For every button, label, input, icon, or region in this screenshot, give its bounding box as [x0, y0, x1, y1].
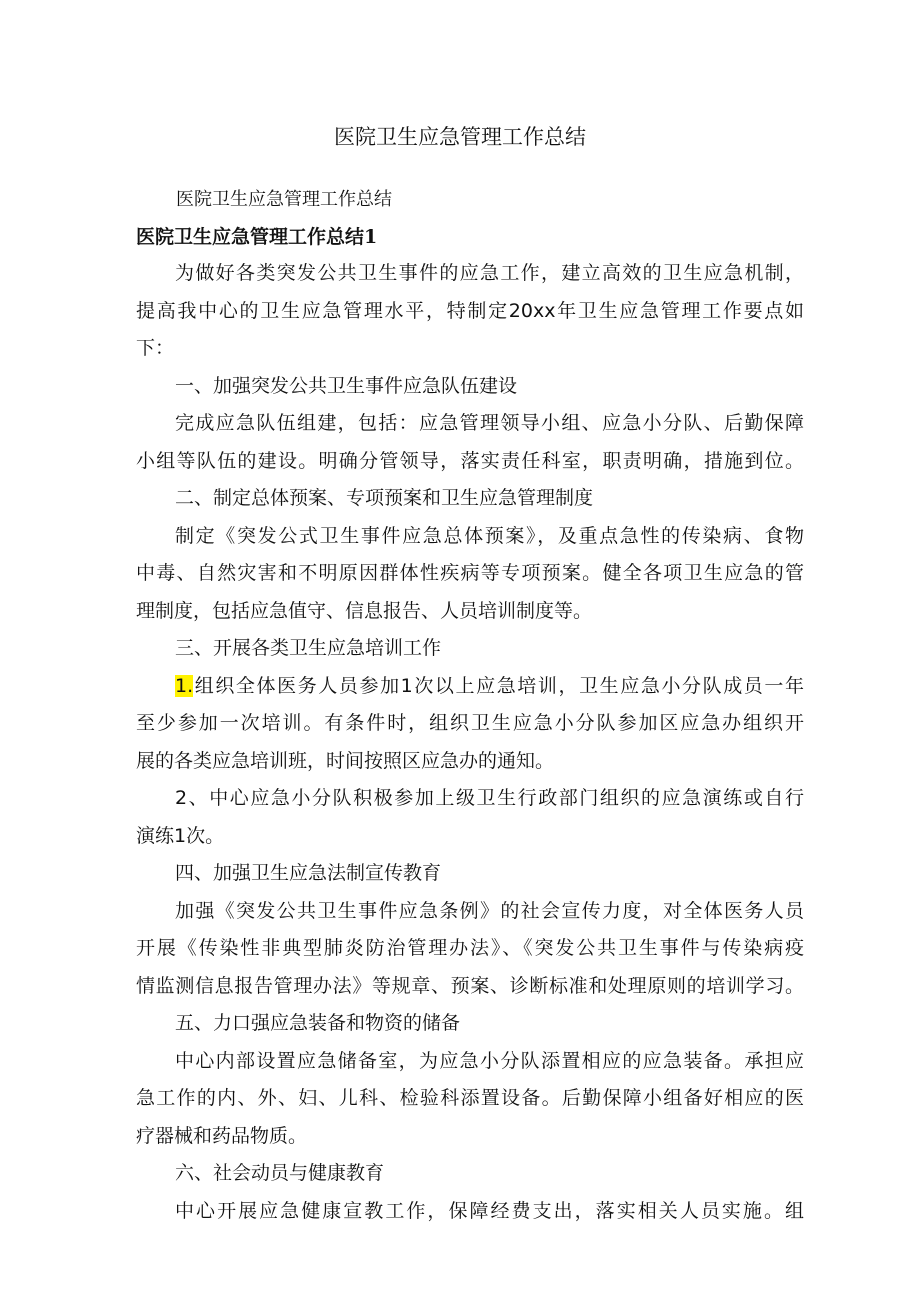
line-text: 加强《突发公共卫生事件应急条例》的社会宣传力度，对全体医务人员: [175, 899, 804, 922]
text-line: [136, 818, 804, 856]
text-line: [136, 443, 804, 481]
line-text: 展的各类应急培训班，时间按照区应急办的通知。: [136, 749, 555, 772]
line-text: 三、开展各类卫生应急培训工作: [175, 637, 442, 659]
text-line: [136, 330, 804, 368]
text-line: [136, 1043, 804, 1081]
text-line: [136, 1080, 804, 1118]
text-line: [136, 930, 804, 968]
document-subtitle: 医院卫生应急管理工作总结: [176, 189, 392, 210]
line-text: 组织全体医务人员参加1次以上应急培训，卫生应急小分队成员一年: [193, 674, 804, 697]
line-text: 疗器械和药品物质。: [136, 1124, 308, 1147]
line-text: 中心内部设置应急储备室，为应急小分队添置相应的应急装备。承担应: [175, 1049, 804, 1072]
text-line: [136, 630, 804, 668]
line-text: 演练1次。: [136, 824, 225, 847]
text-line: [136, 780, 804, 818]
line-text: 完成应急队伍组建，包括：应急管理领导小组、应急小分队、后勤保障: [175, 412, 804, 434]
text-line: [136, 480, 804, 518]
line-text: 至少参加一次培训。有条件时，组织卫生应急小分队参加区应急办组织开: [136, 712, 804, 734]
line-text: 制定《突发公式卫生事件应急总体预案》，及重点急性的传染病、食物: [175, 524, 804, 547]
section-heading: 医院卫生应急管理工作总结1: [136, 226, 378, 248]
line-text: 五、力口强应急装备和物资的储备: [175, 1012, 461, 1034]
text-line: [136, 893, 804, 931]
text-line: [136, 255, 804, 293]
line-text: 急工作的内、外、妇、儿科、检验科添置设备。后勤保障小组备好相应的医: [136, 1087, 804, 1109]
line-text: 六、社会动员与健康教育: [175, 1162, 385, 1184]
line-text: 小组等队伍的建设。明确分管领导，落实责任科室，职责明确，措施到位。: [136, 449, 804, 472]
text-line: [136, 1005, 804, 1043]
text-line: [136, 518, 804, 556]
text-line: [136, 1118, 804, 1156]
text-line: [136, 705, 804, 743]
text-line: [136, 555, 804, 593]
body-text: [136, 255, 804, 1230]
line-text: 2、中心应急小分队积极参加上级卫生行政部门组织的应急演练或自行: [175, 787, 804, 809]
line-text: 为做好各类突发公共卫生事件的应急工作，建立高效的卫生应急机制，: [175, 262, 804, 284]
text-line: [136, 743, 804, 781]
text-line: [136, 405, 804, 443]
line-text: 提高我中心的卫生应急管理水平，特制定20xx年卫生应急管理工作要点如: [136, 299, 804, 322]
text-line: [136, 968, 804, 1006]
highlighted-text: 1.: [175, 674, 194, 697]
text-line: [136, 368, 804, 406]
line-text: 二、制定总体预案、专项预案和卫生应急管理制度: [175, 487, 594, 509]
line-text: 四、加强卫生应急法制宣传教育: [175, 862, 442, 884]
text-line: [136, 668, 804, 706]
text-line: [136, 855, 804, 893]
line-text: 中毒、自然灾害和不明原因群体性疾病等专项预案。健全各项卫生应急的管: [136, 562, 804, 584]
line-text: 理制度，包括应急值守、信息报告、人员培训制度等。: [136, 599, 593, 622]
line-text: 一、加强突发公共卫生事件应急队伍建设: [175, 374, 518, 397]
text-line: [136, 293, 804, 331]
line-text: 下：: [136, 337, 175, 359]
line-text: 中心开展应急健康宣教工作，保障经费支出，落实相关人员实施。组: [175, 1199, 804, 1222]
line-text: 开展《传染性非典型肺炎防治管理办法》、《突发公共卫生事件与传染病疫: [136, 937, 804, 959]
line-text: 情监测信息报告管理办法》等规章、预案、诊断标准和处理原则的培训学习。: [136, 974, 804, 997]
document-title: 医院卫生应急管理工作总结: [334, 125, 586, 149]
text-line: [136, 1155, 804, 1193]
text-line: [136, 593, 804, 631]
text-line: [136, 1193, 804, 1231]
